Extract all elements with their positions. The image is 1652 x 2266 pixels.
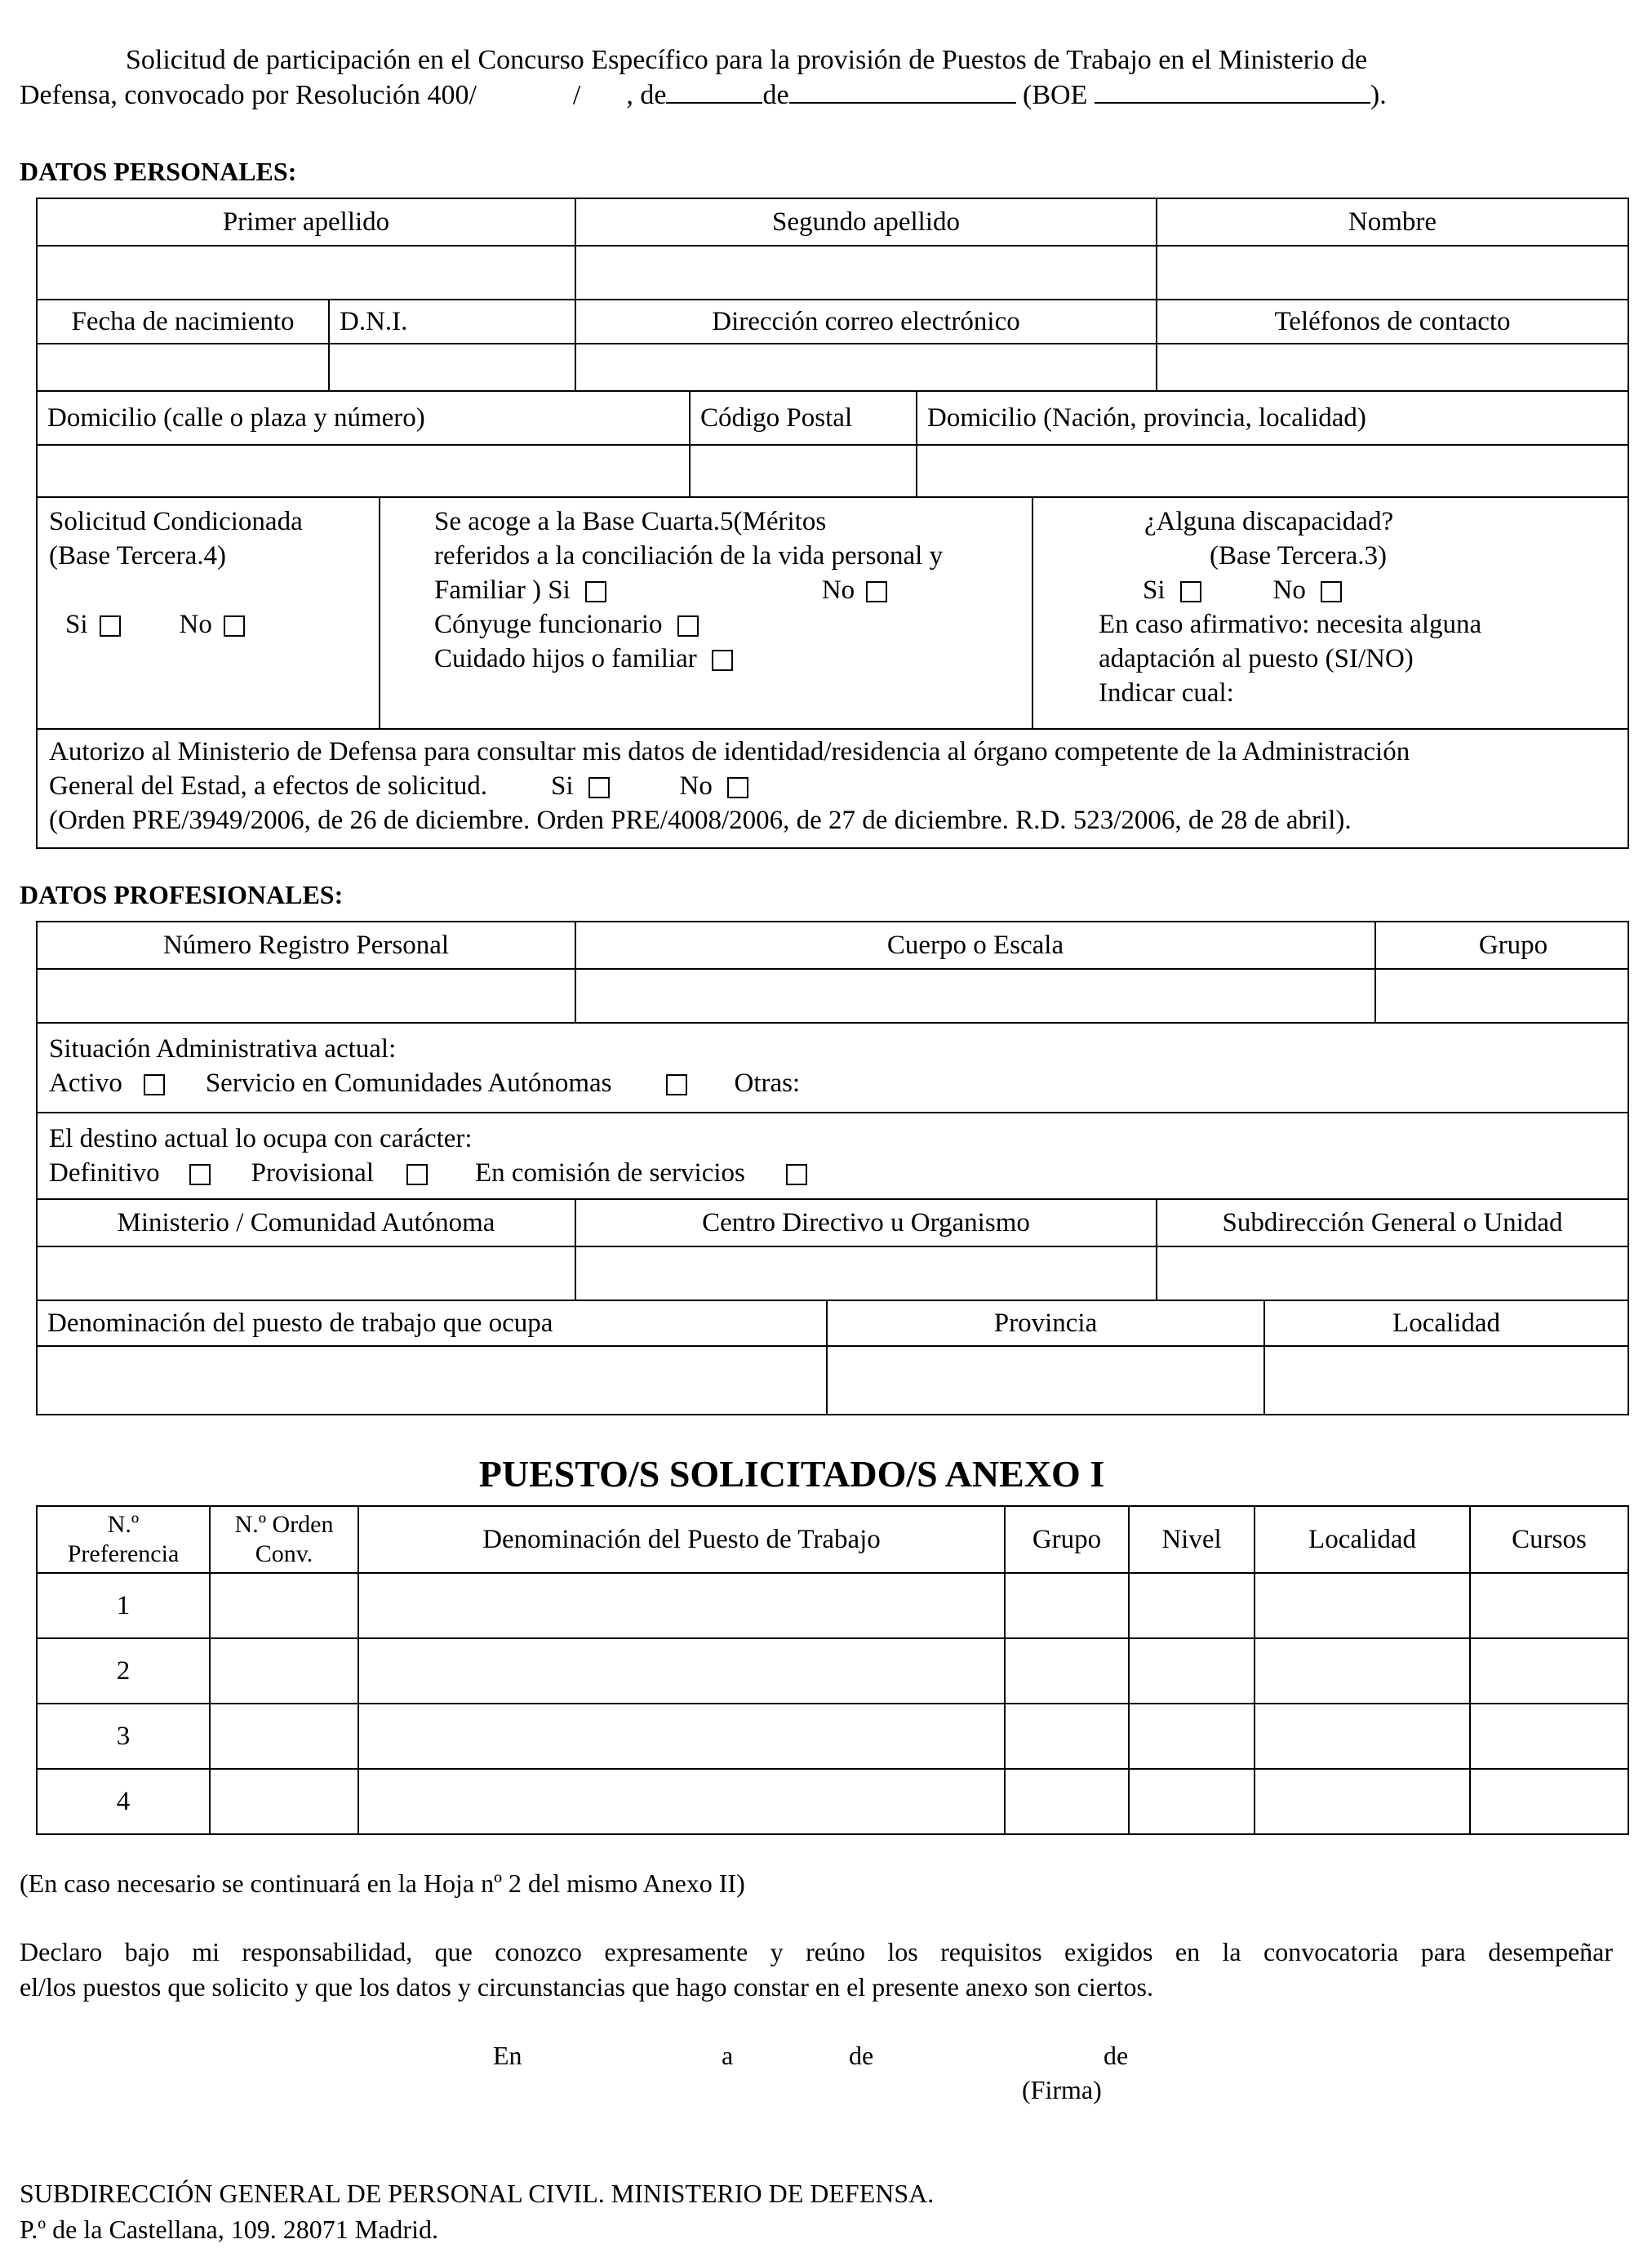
ministerio-label: Ministerio / Comunidad Autónoma: [37, 1199, 575, 1246]
table-row: [37, 1704, 1628, 1769]
nrp-field[interactable]: [37, 969, 575, 1023]
col-cursos: Cursos: [1470, 1506, 1628, 1573]
centro-label: Centro Directivo u Organismo: [575, 1199, 1157, 1246]
denominacion-cell[interactable]: [358, 1573, 1005, 1638]
denominacion-cell[interactable]: [358, 1638, 1005, 1704]
col-denominacion: Denominación del Puesto de Trabajo: [358, 1506, 1005, 1573]
footer-line-2: P.º de la Castellana, 109. 28071 Madrid.: [20, 2215, 438, 2244]
table-row: [37, 1638, 1628, 1704]
personal-table-3: [36, 496, 1629, 849]
professional-table-3: [36, 1300, 1629, 1415]
intro-month-field[interactable]: [789, 78, 1016, 104]
col-preferencia: [37, 1506, 210, 1573]
row-number: 3: [37, 1704, 210, 1769]
destino-cell: [37, 1113, 1628, 1199]
base-no-label: No: [821, 575, 855, 605]
comision-label: En comisión de servicios: [475, 1158, 745, 1188]
dni-field[interactable]: [329, 344, 575, 391]
orden-cell[interactable]: [210, 1638, 358, 1704]
col-preferencia-line-1: N.º: [107, 1511, 140, 1538]
telefonos-label: Teléfonos de contacto: [1157, 300, 1628, 344]
segundo-apellido-label: Segundo apellido: [575, 198, 1157, 246]
nivel-cell[interactable]: [1129, 1769, 1255, 1834]
col-preferencia-line-2: Preferencia: [67, 1540, 180, 1567]
localidad-cell[interactable]: [1255, 1769, 1470, 1834]
disc-no-label: No: [1272, 575, 1306, 605]
grupo-cell[interactable]: [1005, 1704, 1129, 1769]
autorizo-line-3: (Orden PRE/3949/2006, de 26 de diciembre. Orden PRE/4008/2006, de 27 de diciembre. R.D. 523/2006, de 28 de abril).: [49, 806, 1352, 835]
fecha-a-label: a: [722, 2041, 734, 2070]
cursos-cell[interactable]: [1470, 1704, 1628, 1769]
denominacion-label: Denominación del puesto de trabajo que ocupa: [37, 1300, 827, 1346]
col-orden: [210, 1506, 358, 1573]
base-cuarta-cell: [380, 497, 1032, 729]
personal-table-1: [36, 198, 1629, 392]
base-familiar-si-label: Familiar ) Si: [434, 575, 571, 605]
cuidado-hijos-label: Cuidado hijos o familiar: [434, 644, 697, 673]
row-number: 4: [37, 1769, 210, 1834]
base-line-5: [434, 642, 1020, 676]
subdireccion-field[interactable]: [1157, 1246, 1628, 1300]
cond-si-checkbox[interactable]: [100, 615, 121, 637]
cursos-cell[interactable]: [1470, 1638, 1628, 1704]
grupo-cell[interactable]: [1005, 1769, 1129, 1834]
localidad-cell[interactable]: [1255, 1573, 1470, 1638]
destino-options: [49, 1156, 1616, 1190]
cond-no-checkbox[interactable]: [224, 615, 245, 637]
row-number: 2: [37, 1638, 210, 1704]
centro-field[interactable]: [575, 1246, 1157, 1300]
cond-line-2: (Base Tercera.4): [49, 541, 226, 571]
base-no-checkbox[interactable]: [866, 581, 887, 602]
domicilio-calle-label: Domicilio (calle o plaza y número): [37, 391, 690, 445]
cond-line-1: Solicitud Condicionada: [49, 507, 303, 536]
fecha-nacimiento-field[interactable]: [37, 344, 329, 391]
cuerpo-field[interactable]: [575, 969, 1375, 1023]
correo-label: Dirección correo electrónico: [575, 300, 1157, 344]
firma-label: (Firma): [1022, 2075, 1102, 2104]
conyuge-checkbox[interactable]: [677, 615, 699, 637]
localidad-cell[interactable]: [1255, 1638, 1470, 1704]
declaracion: [20, 1935, 1613, 2005]
servicio-ccaa-label: Servicio en Comunidades Autónomas: [205, 1069, 612, 1098]
disc-line-4: En caso afirmativo: necesita alguna: [1099, 610, 1482, 639]
domicilio-nacion-field[interactable]: [917, 445, 1628, 497]
definitivo-checkbox[interactable]: [189, 1164, 211, 1185]
nombre-field[interactable]: [1157, 246, 1628, 300]
activo-checkbox[interactable]: [144, 1074, 165, 1095]
primer-apellido-label: Primer apellido: [37, 198, 575, 246]
codigo-postal-field[interactable]: [690, 445, 917, 497]
base-line-4: [434, 607, 1020, 642]
grupo-cell[interactable]: [1005, 1573, 1129, 1638]
nivel-cell[interactable]: [1129, 1704, 1255, 1769]
localidad-cell[interactable]: [1255, 1704, 1470, 1769]
conyuge-label: Cónyuge funcionario: [434, 610, 663, 639]
orden-cell[interactable]: [210, 1573, 358, 1638]
localidad-label: Localidad: [1264, 1300, 1628, 1346]
personal-heading: DATOS PERSONALES:: [20, 157, 297, 186]
codigo-postal-label: Código Postal: [690, 391, 917, 445]
dni-label: D.N.I.: [329, 300, 575, 344]
puestos-title: PUESTO/S SOLICITADO/S ANEXO I: [478, 1453, 1105, 1495]
servicio-ccaa-checkbox[interactable]: [666, 1074, 687, 1095]
fecha-de1-label: de: [849, 2041, 874, 2070]
intro-de-label: , de: [626, 80, 667, 110]
discapacidad-cell: [1032, 497, 1628, 729]
definitivo-label: Definitivo: [49, 1158, 160, 1188]
grupo-field[interactable]: [1375, 969, 1628, 1023]
professional-table-1: [36, 921, 1629, 1200]
intro-boe-field[interactable]: [1095, 78, 1370, 104]
autorizo-no-checkbox[interactable]: [727, 777, 748, 798]
comision-checkbox[interactable]: [786, 1164, 807, 1185]
declaro-line-1: Declaro bajo mi responsabilidad, que conozco expresamente y reúno los requisitos exigidos en la convocatoria para desempeñar: [20, 1937, 1613, 1966]
col-orden-line-1: N.º Orden: [234, 1511, 334, 1538]
cursos-cell[interactable]: [1470, 1573, 1628, 1638]
correo-field[interactable]: [575, 344, 1157, 391]
autorizo-line-2: [49, 769, 1616, 803]
localidad-field[interactable]: [1264, 1346, 1628, 1415]
provisional-label: Provisional: [251, 1158, 374, 1188]
disc-line-6: Indicar cual:: [1099, 678, 1234, 708]
intro-text: [20, 42, 1611, 113]
provincia-label: Provincia: [827, 1300, 1264, 1346]
solicitud-condicionada-cell: [37, 497, 380, 729]
provisional-checkbox[interactable]: [406, 1164, 428, 1185]
lugar-en-label: En: [493, 2041, 522, 2070]
disc-si-label: Si: [1143, 575, 1166, 605]
col-nivel: Nivel: [1129, 1506, 1255, 1573]
disc-no-checkbox[interactable]: [1321, 581, 1342, 602]
intro-resolucion-label: Defensa, convocado por Resolución 400/: [20, 80, 477, 110]
intro-day-field[interactable]: [666, 78, 762, 104]
otras-label: Otras:: [734, 1069, 801, 1098]
professional-table-2: [36, 1198, 1629, 1301]
base-line-1: Se acoge a la Base Cuarta.5(Méritos: [434, 507, 827, 536]
professional-heading: DATOS PROFESIONALES:: [20, 880, 344, 909]
fecha-nacimiento-label: Fecha de nacimiento: [37, 300, 329, 344]
autorizo-text: General del Estad, a efectos de solicitud.: [49, 771, 487, 801]
situacion-cell: [37, 1023, 1628, 1113]
cuerpo-label: Cuerpo o Escala: [575, 922, 1375, 969]
cond-no-label: No: [179, 610, 212, 639]
disc-line-5: adaptación al puesto (SI/NO): [1099, 644, 1414, 673]
cuidado-hijos-checkbox[interactable]: [712, 650, 733, 671]
disc-line-1: ¿Alguna discapacidad?: [1144, 507, 1394, 536]
denominacion-cell[interactable]: [358, 1769, 1005, 1834]
continuation-note: (En caso necesario se continuará en la Hoja nº 2 del mismo Anexo II): [20, 1868, 745, 1898]
col-grupo: Grupo: [1005, 1506, 1129, 1573]
col-localidad: Localidad: [1255, 1506, 1470, 1573]
puestos-table: [36, 1505, 1629, 1835]
cursos-cell[interactable]: [1470, 1769, 1628, 1834]
autorizo-no-label: No: [679, 771, 713, 801]
intro-slash: /: [572, 80, 581, 110]
denominacion-cell[interactable]: [358, 1704, 1005, 1769]
table-row: [37, 1573, 1628, 1638]
base-line-2: referidos a la conciliación de la vida personal y: [434, 541, 944, 571]
primer-apellido-field[interactable]: [37, 246, 575, 300]
nombre-label: Nombre: [1157, 198, 1628, 246]
intro-boe-label: (BOE: [1023, 80, 1088, 110]
intro-de2-label: de: [762, 80, 789, 110]
situacion-label: Situación Administrativa actual:: [49, 1034, 397, 1064]
footer-line-1: SUBDIRECCIÓN GENERAL DE PERSONAL CIVIL. MINISTERIO DE DEFENSA.: [20, 2179, 935, 2208]
base-si-checkbox[interactable]: [585, 581, 606, 602]
situacion-options: [49, 1066, 1616, 1100]
base-line-3: [434, 573, 1020, 607]
domicilio-nacion-label: Domicilio (Nación, provincia, localidad): [917, 391, 1628, 445]
telefonos-field[interactable]: [1157, 344, 1628, 391]
nivel-cell[interactable]: [1129, 1573, 1255, 1638]
intro-line-1: Solicitud de participación en el Concurso Específico para la provisión de Puestos de Trabajo en el Ministerio de: [126, 45, 1368, 75]
disc-si-checkbox[interactable]: [1180, 581, 1201, 602]
grupo-label: Grupo: [1375, 922, 1628, 969]
personal-table-2: [36, 390, 1629, 498]
destino-label: El destino actual lo ocupa con carácter:: [49, 1124, 473, 1153]
segundo-apellido-field[interactable]: [575, 246, 1157, 300]
provincia-field[interactable]: [827, 1346, 1264, 1415]
autorizo-si-label: Si: [550, 771, 574, 801]
fecha-de2-label: de: [1104, 2041, 1129, 2070]
intro-close-paren: ).: [1370, 80, 1387, 110]
ministerio-field[interactable]: [37, 1246, 575, 1300]
nivel-cell[interactable]: [1129, 1638, 1255, 1704]
orden-cell[interactable]: [210, 1769, 358, 1834]
autorizo-line-1: Autorizo al Ministerio de Defensa para consultar mis datos de identidad/residencia al órgano competente de la Administración: [49, 737, 1410, 766]
grupo-cell[interactable]: [1005, 1638, 1129, 1704]
table-row: [37, 1769, 1628, 1834]
col-orden-line-2: Conv.: [255, 1540, 313, 1567]
domicilio-calle-field[interactable]: [37, 445, 690, 497]
cond-options: [49, 607, 367, 642]
activo-label: Activo: [49, 1069, 122, 1098]
subdireccion-label: Subdirección General o Unidad: [1157, 1199, 1628, 1246]
cond-si-label: Si: [65, 610, 88, 639]
autorizo-cell: [37, 729, 1628, 848]
row-number: 1: [37, 1573, 210, 1638]
intro-line-2: [20, 78, 1611, 113]
disc-line-2: (Base Tercera.3): [1210, 541, 1387, 571]
declaro-line-2: el/los puestos que solicito y que los datos y circunstancias que hago constar en el presente anexo son ciertos.: [20, 1972, 1153, 2002]
orden-cell[interactable]: [210, 1704, 358, 1769]
denominacion-field[interactable]: [37, 1346, 827, 1415]
disc-line-3: [1099, 573, 1616, 607]
nrp-label: Número Registro Personal: [37, 922, 575, 969]
autorizo-si-checkbox[interactable]: [588, 777, 610, 798]
